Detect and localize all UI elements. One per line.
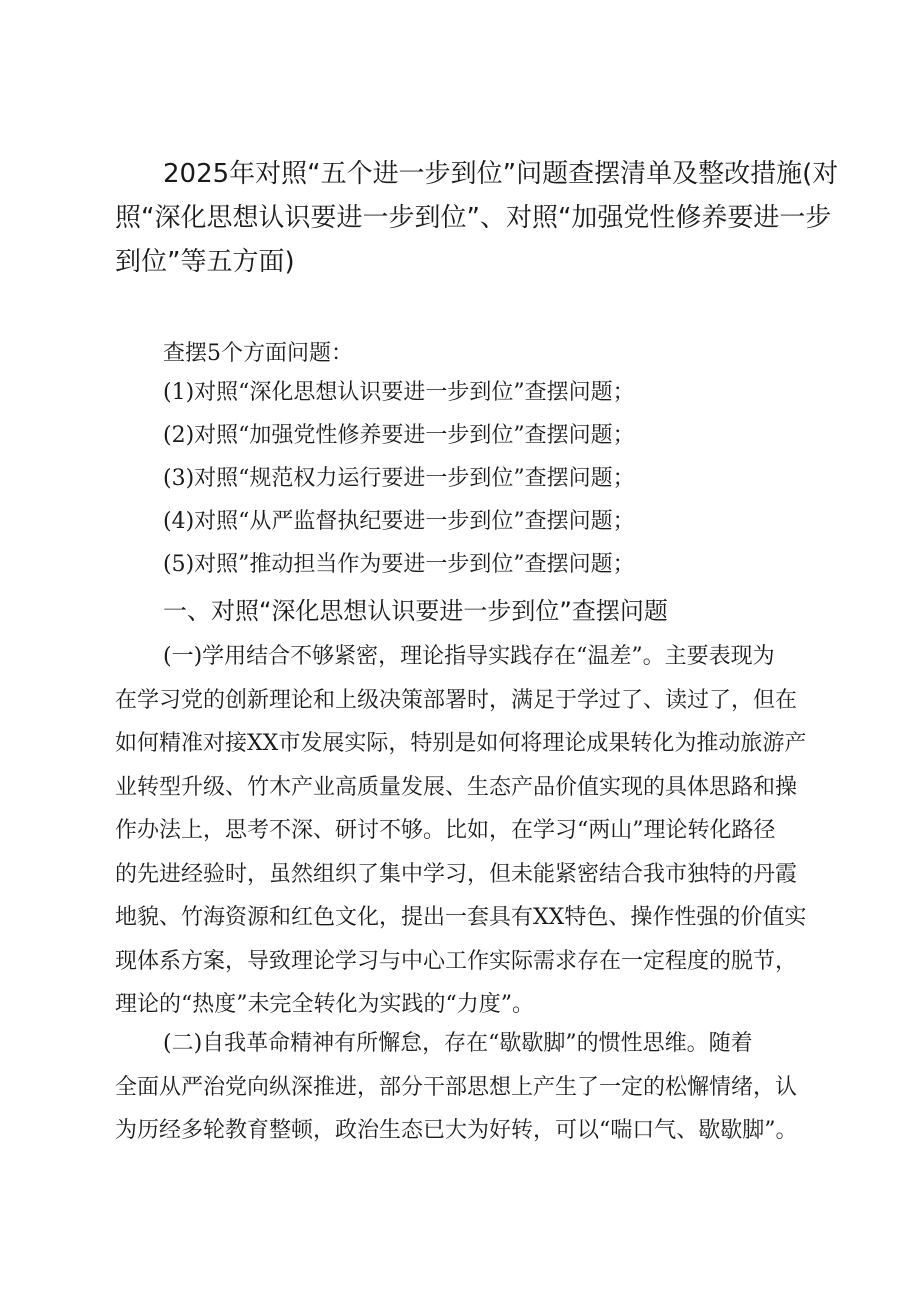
paragraph-1	[115, 640, 855, 1032]
paragraph-line: (二)自我革命精神有所懈怠，存在“歇歇脚”的惯性思维。随着	[163, 1031, 753, 1056]
list-item: (4)对照“从严监督执纪要进一步到位”查摆问题；	[163, 509, 635, 534]
paragraph-line: 理论的“热度”未完全转化为实践的“力度”。	[115, 992, 534, 1017]
list-item: (2)对照“加强党性修养要进一步到位”查摆问题；	[163, 423, 635, 448]
paragraph-2	[115, 1027, 855, 1158]
paragraph-line: 在学习党的创新理论和上级决策部署时，满足于学过了、读过了，但在	[115, 687, 798, 713]
list-item: (1)对照“深化思想认识要进一步到位”查摆问题；	[163, 380, 635, 405]
paragraph-line: 业转型升级、竹木产业高质量发展、生态产品价值实现的具体思路和操	[115, 774, 798, 800]
list-item: (3)对照“规范权力运行要进一步到位”查摆问题；	[163, 466, 635, 491]
list-intro: 查摆5个方面问题：	[163, 341, 353, 366]
section-heading: 一、对照“深化思想认识要进一步到位”查摆问题	[163, 597, 668, 625]
document-title: 2025年对照“五个进一步到位”问题查摆清单及整改措施(对照“深化思想认识要进一步到位”、对照“加强党性修养要进一步到位”等五方面)	[115, 159, 839, 277]
paragraph-line: 地貌、竹海资源和红色文化，提出一套具有XX特色、操作性强的价值实	[115, 905, 807, 930]
paragraph-line: 的先进经验时，虽然组织了集中学习，但未能紧密结合我市独特的丹霞	[115, 861, 798, 887]
paragraph-line: 如何精准对接XX市发展实际，特别是如何将理论成果转化为推动旅游产	[115, 731, 807, 756]
paragraph-line: 全面从严治党向纵深推进，部分干部思想上产生了一定的松懈情绪，认	[115, 1074, 798, 1100]
paragraph-line: 作办法上，思考不深、研讨不够。比如，在学习“两山”理论转化路径	[115, 818, 776, 843]
paragraph-line: (一)学用结合不够紧密，理论指导实践存在“温差”。主要表现为	[163, 644, 775, 669]
paragraph-line: 现体系方案，导致理论学习与中心工作实际需求存在一定程度的脱节，	[115, 948, 798, 974]
issue-list	[163, 378, 635, 593]
paragraph-line: 为历经多轮教育整顿，政治生态已大为好转，可以“喘口气、歇歇脚”。	[115, 1118, 798, 1143]
list-item: (5)对照”推动担当作为要进一步到位”查摆问题；	[163, 552, 635, 577]
